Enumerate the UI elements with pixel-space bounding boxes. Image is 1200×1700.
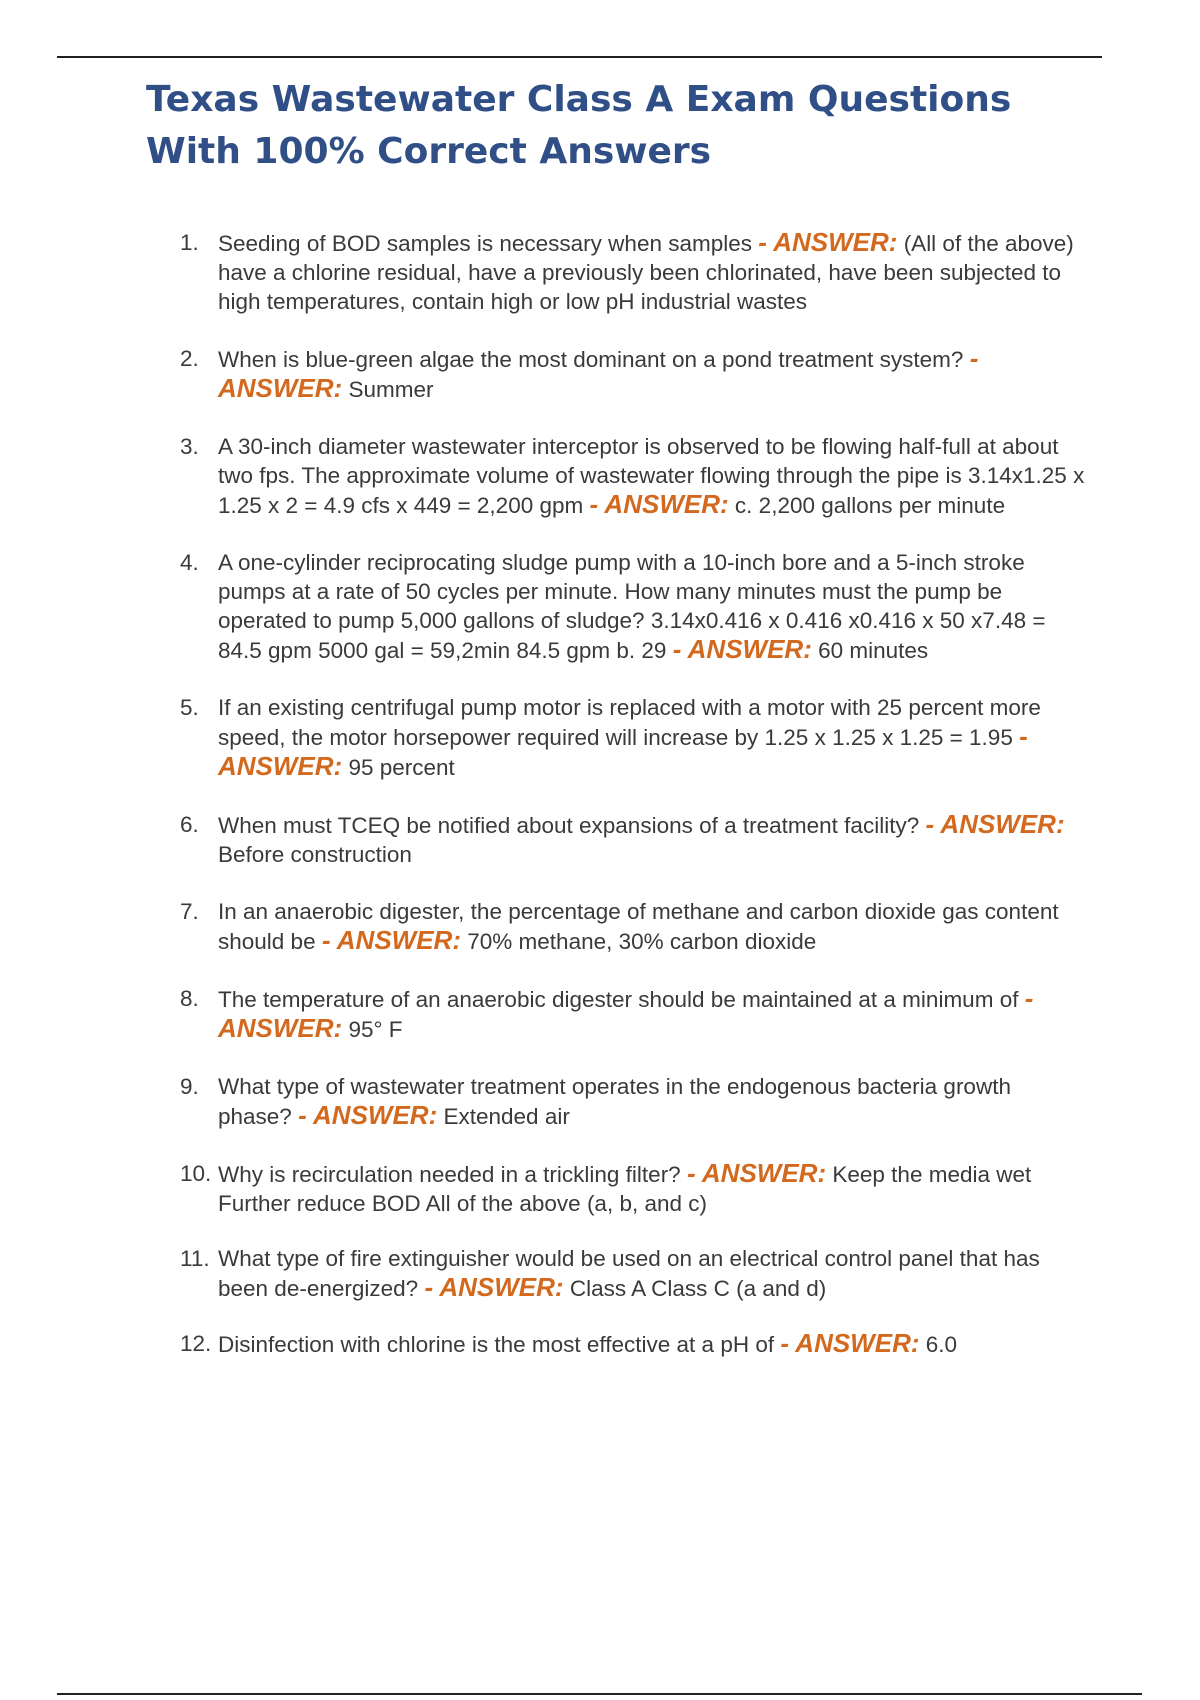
- answer-label: - ANSWER:: [218, 343, 979, 403]
- answer-label: - ANSWER:: [218, 983, 1034, 1043]
- answer-label: - ANSWER:: [298, 1100, 438, 1130]
- item-number: 7.: [180, 899, 199, 924]
- answer-text: Class A Class C (a and d): [569, 1276, 827, 1301]
- answer-label: - ANSWER:: [672, 634, 812, 664]
- item-number: 6.: [180, 812, 199, 837]
- list-item: [180, 344, 1090, 404]
- answer-label: - ANSWER:: [780, 1328, 920, 1358]
- list-item: [180, 1159, 1090, 1218]
- item-number: 11.: [180, 1246, 210, 1271]
- question-text: What type of wastewater treatment operates in the endogenous bacteria growth phase?: [218, 1074, 1011, 1129]
- header-divider: [57, 56, 1102, 58]
- question-text: Seeding of BOD samples is necessary when samples: [218, 231, 753, 256]
- list-item: [180, 1072, 1090, 1131]
- question-text: The temperature of an anaerobic digester should be maintained at a minimum of: [218, 987, 1019, 1012]
- question-text: Why is recirculation needed in a trickling filter?: [218, 1162, 681, 1187]
- answer-text: (All of the above) have a chlorine residual, have a previously been chlorinated, have been subjected to high temperatures, contain high or low pH industrial wastes: [218, 231, 1074, 314]
- answer-text: Before construction: [218, 842, 412, 867]
- page-title: Texas Wastewater Class A Exam Questions With 100% Correct Answers: [146, 79, 1012, 172]
- item-number: 1.: [180, 230, 199, 255]
- answer-text: Extended air: [443, 1104, 570, 1129]
- question-text: A 30-inch diameter wastewater interceptor is observed to be flowing half-full at about two fps. The approximate volume of wastewater flowing through the pipe is 3.14x1.25 x 1.25 x 2 = 4.9 cfs x 449 = 2,200 gpm: [218, 434, 1085, 518]
- question-text: When must TCEQ be notified about expansions of a treatment facility?: [218, 813, 920, 838]
- question-text: In an anaerobic digester, the percentage of methane and carbon dioxide gas content should be: [218, 899, 1059, 954]
- item-number: 4.: [180, 550, 199, 575]
- answer-label: - ANSWER:: [218, 721, 1028, 781]
- question-text: If an existing centrifugal pump motor is replaced with a motor with 25 percent more speed, the motor horsepower required will increase by 1.25 x 1.25 x 1.25 = 1.95: [218, 695, 1041, 750]
- item-number: 8.: [180, 986, 199, 1011]
- question-text: When is blue-green algae the most dominant on a pond treatment system?: [218, 347, 964, 372]
- answer-text: 95° F: [348, 1017, 403, 1042]
- answer-label: - ANSWER:: [758, 227, 898, 257]
- list-item: [180, 693, 1090, 782]
- footer-divider: [57, 1693, 1142, 1695]
- list-item: [180, 1244, 1090, 1303]
- answer-label: - ANSWER:: [686, 1158, 827, 1188]
- answer-text: c. 2,200 gallons per minute: [734, 493, 1006, 518]
- answer-label: - ANSWER:: [321, 925, 461, 955]
- item-number: 5.: [180, 695, 199, 720]
- answer-label: - ANSWER:: [424, 1272, 564, 1302]
- list-item: [180, 810, 1090, 869]
- list-item: [180, 548, 1090, 665]
- item-number: 9.: [180, 1074, 199, 1099]
- list-item: [180, 1329, 1090, 1359]
- answer-text: Summer: [348, 377, 434, 402]
- item-number: 2.: [180, 346, 199, 371]
- item-number: 12.: [180, 1331, 212, 1356]
- answer-text: 60 minutes: [818, 638, 929, 663]
- answer-label: - ANSWER:: [925, 809, 1065, 839]
- answer-text: Keep the media wet Further reduce BOD All of the above (a, b, and c): [218, 1162, 1032, 1216]
- list-item: [180, 228, 1090, 316]
- list-item: [180, 984, 1090, 1044]
- answer-label: - ANSWER:: [589, 489, 729, 519]
- list-item: [180, 897, 1090, 956]
- question-text: Disinfection with chlorine is the most effective at a pH of: [218, 1332, 775, 1357]
- question-text: What type of fire extinguisher would be used on an electrical control panel that has been de-energized?: [218, 1246, 1040, 1301]
- list-item: [180, 432, 1090, 520]
- item-number: 10.: [180, 1161, 212, 1186]
- question-list: [180, 228, 1090, 1385]
- answer-text: 95 percent: [348, 755, 455, 780]
- item-number: 3.: [180, 434, 199, 459]
- answer-text: 70% methane, 30% carbon dioxide: [467, 929, 817, 954]
- question-text: A one-cylinder reciprocating sludge pump with a 10-inch bore and a 5-inch stroke pumps at a rate of 50 cycles per minute. How many minutes must the pump be operated to pump 5,000 gallons of sludge? 3.14x0.416 x 0.416 x0.416 x 50 x7.48 = 84.5 gpm 5000 gal = 59,2min 84.5 gpm b. 29: [218, 550, 1046, 663]
- answer-text: 6.0: [925, 1332, 958, 1357]
